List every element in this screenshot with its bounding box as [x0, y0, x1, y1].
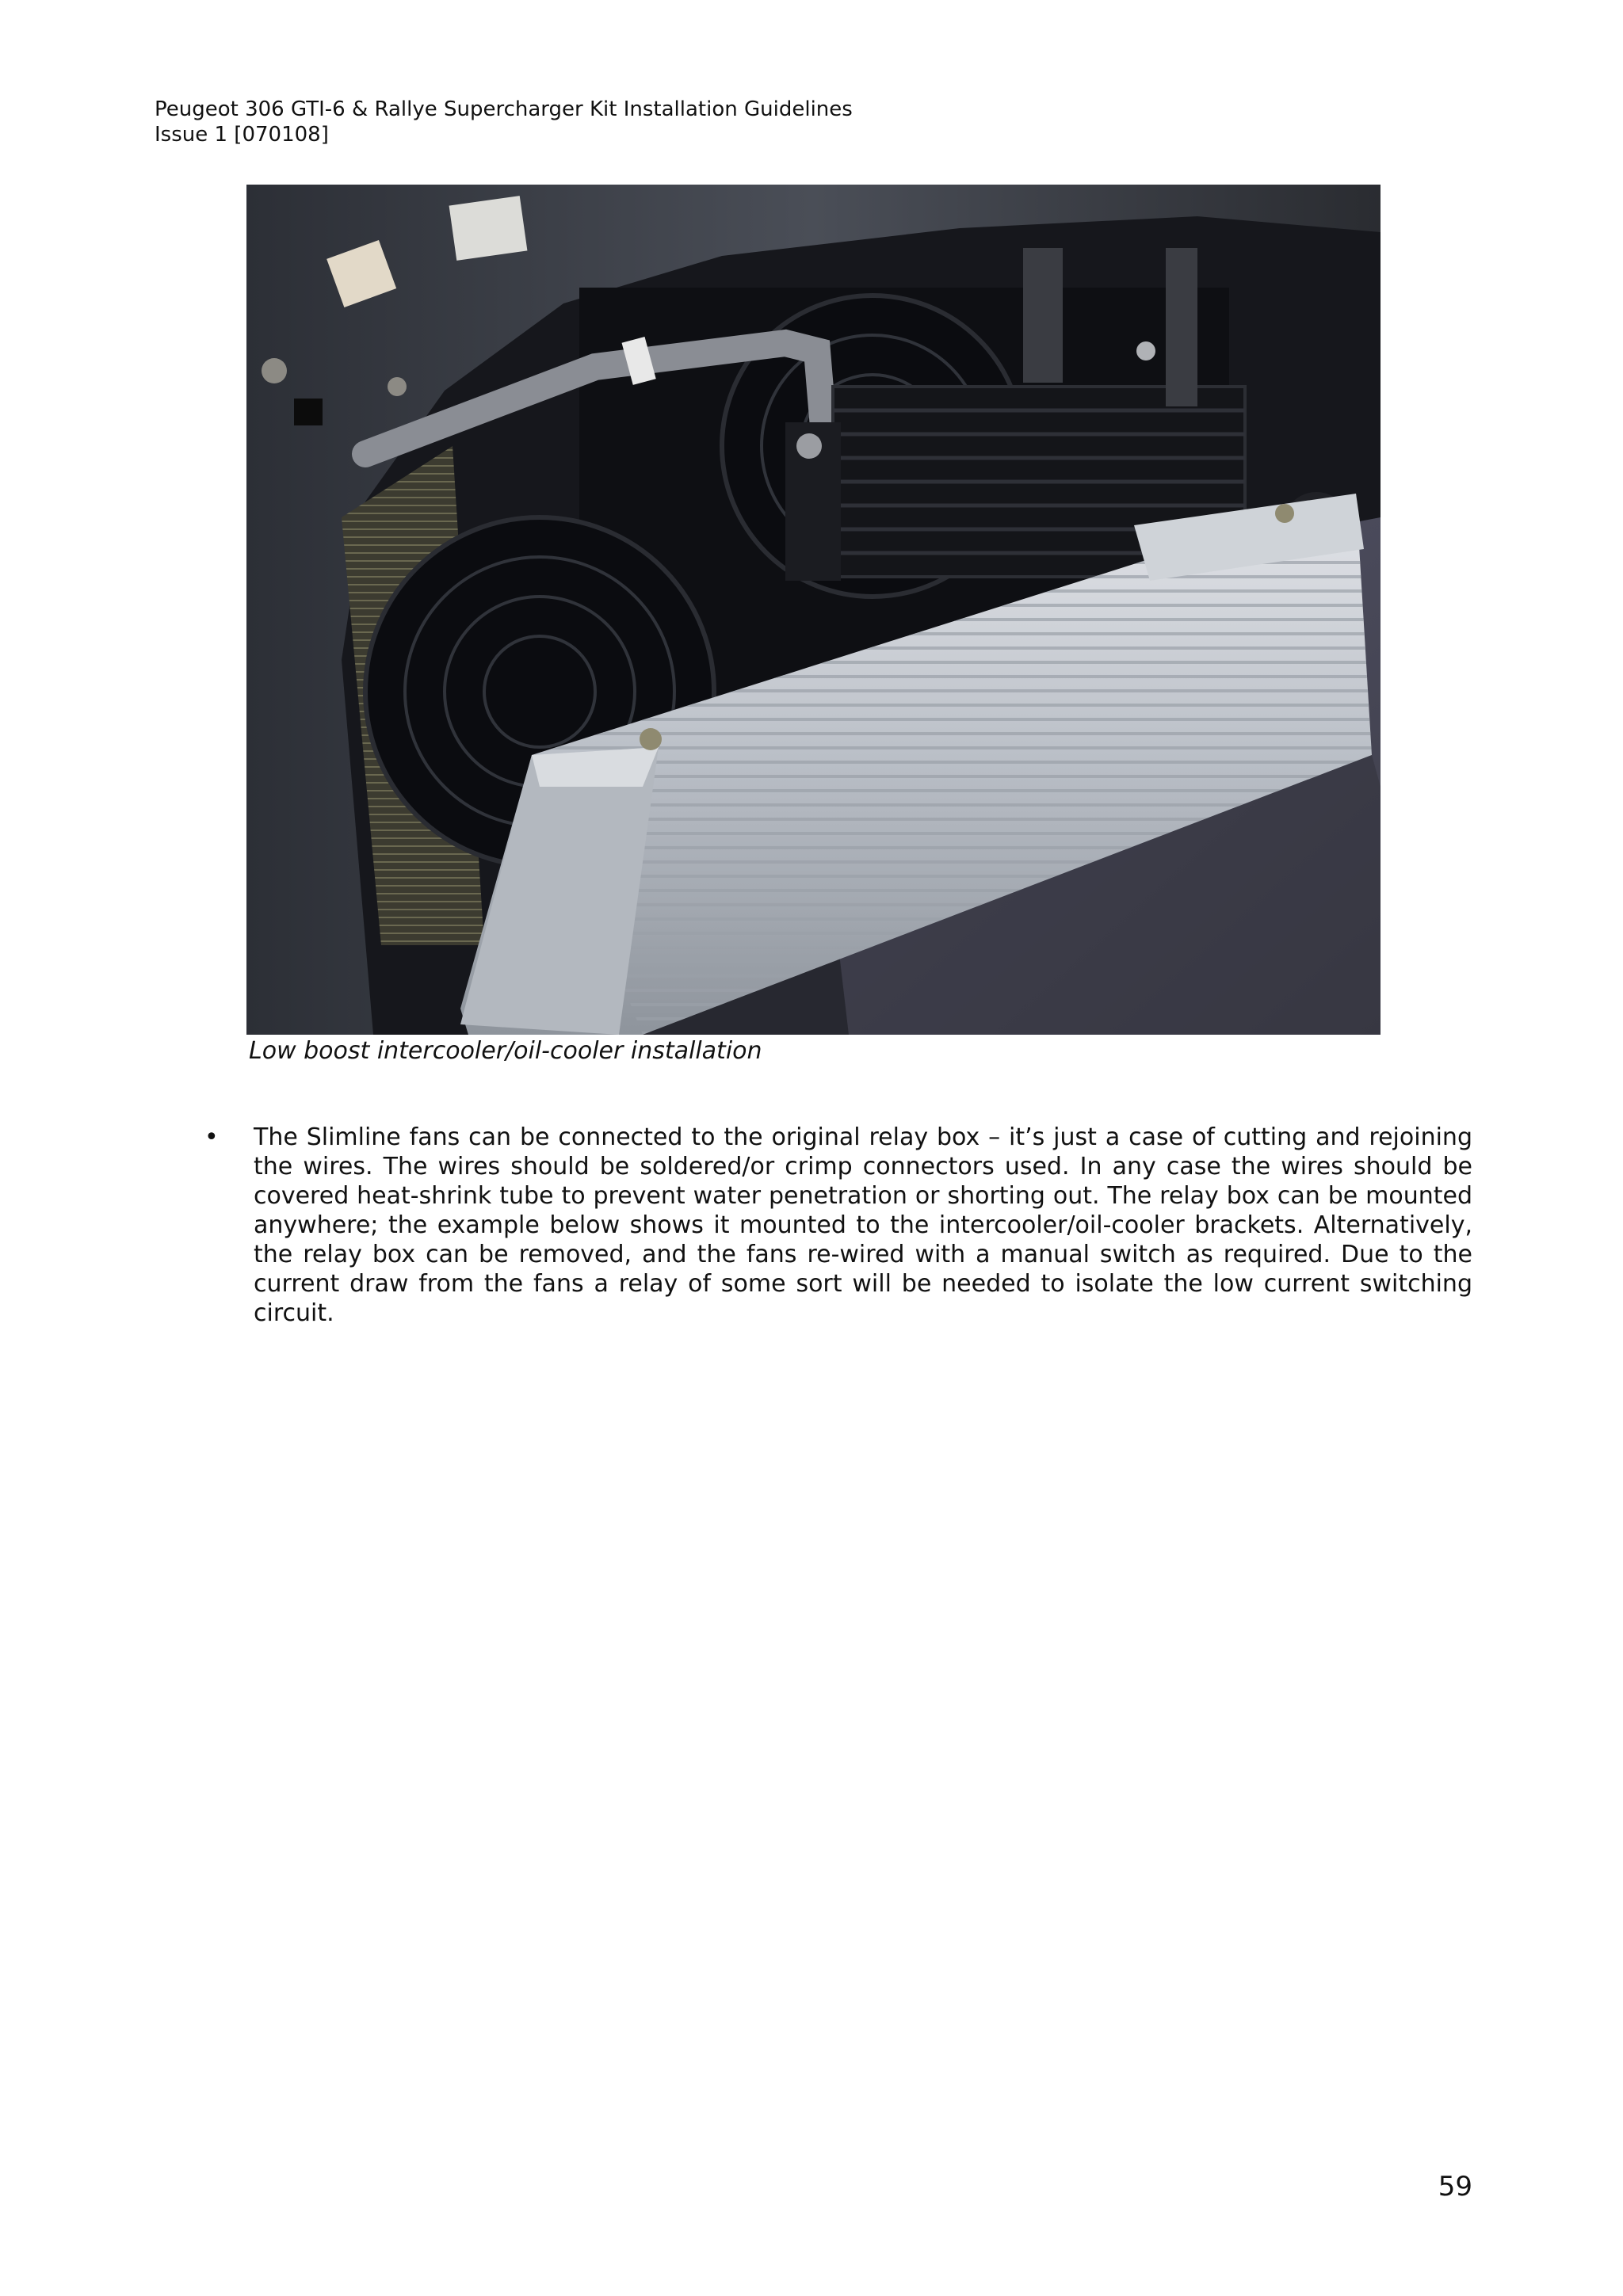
photo-illustration — [246, 185, 1381, 1035]
relay-box-paragraph: The Slimline fans can be connected to the original relay box – it’s just a case of cutting and rejoining the wires. The wires should be soldered/or crimp connectors used. In any case the wires should be covered heat-shrink tube to prevent water penetration or shorting out. The relay box can be mounted anywhere; the example below shows it mounted to the intercooler/oil-cooler brackets. Alternatively, the relay box can be removed, and the fans re-wired with a manual switch as required. Due to the current draw from the fans a relay of some sort will be needed to isolate the low current switching circuit. — [254, 1123, 1472, 1327]
document-header — [155, 97, 853, 147]
figure-caption: Low boost intercooler/oil-cooler installation — [249, 1037, 762, 1065]
bullet-marker: • — [204, 1123, 219, 1151]
header-issue: Issue 1 [070108] — [155, 123, 329, 147]
header-title: Peugeot 306 GTI-6 & Rallye Supercharger Kit Installation Guidelines — [155, 97, 853, 121]
installation-photo — [246, 185, 1381, 1035]
page-number: 59 — [1438, 2171, 1472, 2203]
